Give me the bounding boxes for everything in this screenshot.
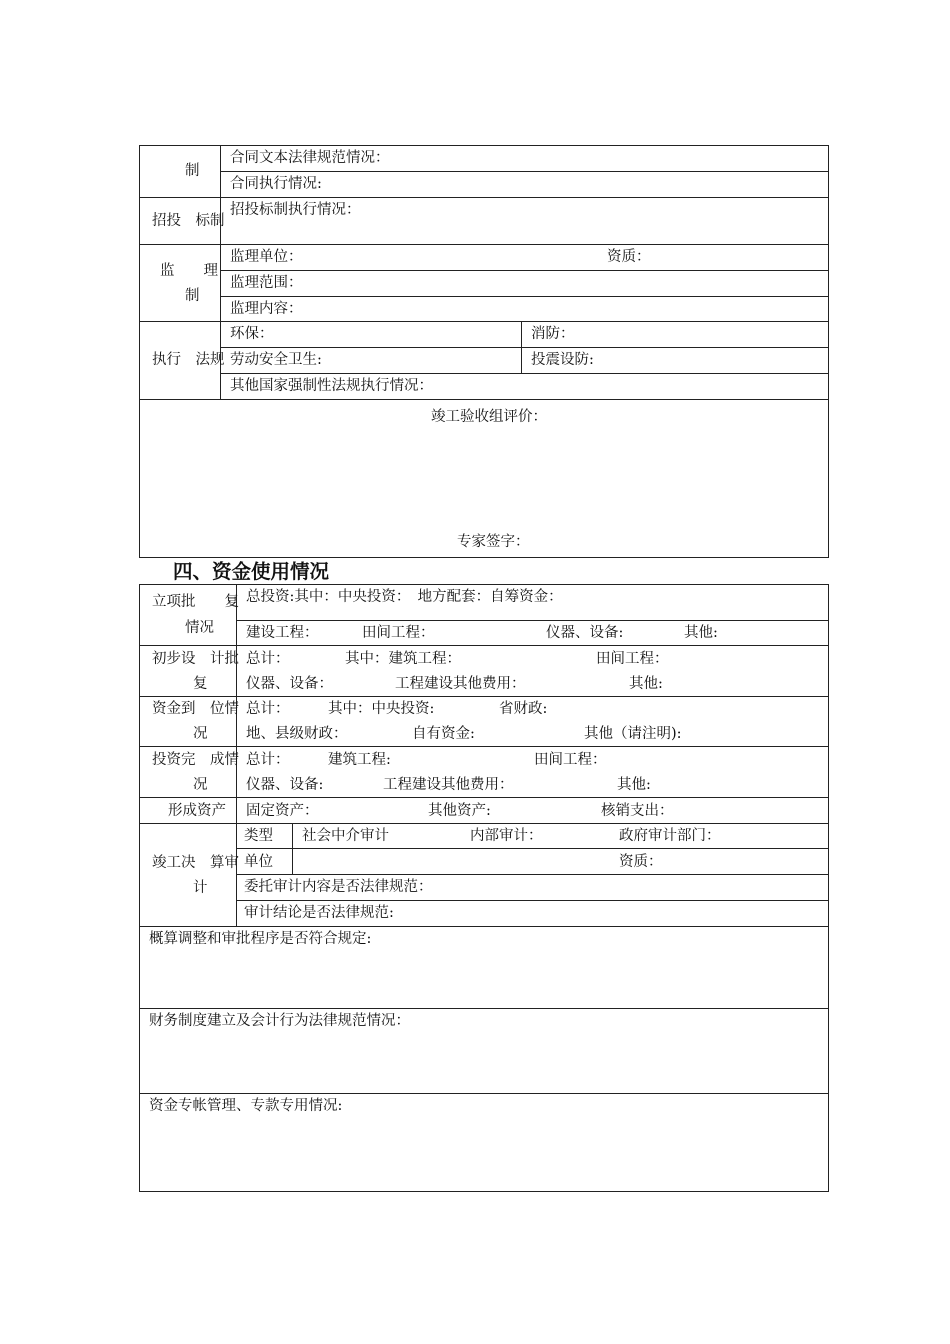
table2-subrow-divider (236, 620, 829, 621)
section-heading: 四、资金使用情况 (173, 560, 330, 583)
supervision-unit-field: 监理单位： (230, 249, 303, 265)
table1-row-divider (139, 399, 829, 400)
contract-text-field: 合同文本法律规范情况： (230, 150, 390, 166)
assets-formed-label: 形成资产 (168, 803, 226, 819)
seismic-field: 投震设防: (531, 352, 594, 368)
bidding-system-label: 招投 标制 (152, 213, 225, 229)
other-assets-field: 其他资产: (428, 803, 491, 819)
audit-unit-label: 单位 (244, 854, 273, 870)
finance-system-field: 财务制度建立及会计行为法律规范情况： (149, 1013, 410, 1029)
table2-subrow-divider (236, 874, 829, 875)
law-execution-label: 执行 法规 (152, 352, 225, 368)
other-field: 其他: (684, 625, 718, 641)
table1-subrow-divider (220, 171, 829, 172)
arrival-other-field: 其他（请注明): (584, 726, 682, 742)
design-building-field: 其中：建筑工程： (345, 651, 461, 667)
table1-subrow-divider (220, 270, 829, 271)
table2-row-divider (139, 696, 829, 697)
investment-completion-label: 投资完 成情 (152, 752, 239, 768)
project-approval-label-2: 情况 (185, 620, 214, 636)
environment-field: 环保： (230, 326, 274, 342)
supervision-content-field: 监理内容： (230, 301, 303, 317)
table2-row-divider (139, 645, 829, 646)
supervision-system-label: 监 理 (160, 263, 218, 279)
completion-other-costs-field: 工程建设其他费用： (383, 777, 514, 793)
preliminary-design-label-2: 复 (193, 676, 208, 692)
fire-protection-field: 消防： (531, 326, 575, 342)
contract-system-label: 制 (185, 163, 200, 179)
table1-row-divider (139, 321, 829, 322)
table2-row-divider (139, 1093, 829, 1094)
table2-subrow-divider (236, 900, 829, 901)
supervision-system-label-2: 制 (185, 288, 200, 304)
funds-arrival-label-2: 况 (193, 726, 208, 742)
final-audit-label: 竣工决 算审 (152, 855, 239, 871)
table2-row-divider (139, 926, 829, 927)
audit-type-label: 类型 (244, 828, 273, 844)
table1-subrow-divider (220, 296, 829, 297)
completion-total-field: 总计： (246, 752, 290, 768)
construction-field: 建设工程： (246, 625, 319, 641)
completion-other-field: 其他: (617, 777, 651, 793)
intermediary-audit-field: 社会中介审计 (302, 828, 389, 844)
bidding-exec-field: 招投标制执行情况： (230, 202, 361, 218)
other-regulations-field: 其他国家强制性法规执行情况： (230, 378, 433, 394)
design-other-costs-field: 工程建设其他费用： (395, 676, 526, 692)
contract-exec-field: 合同执行情况: (230, 176, 322, 192)
project-approval-label: 立项批 复 (152, 594, 239, 610)
supervision-scope-field: 监理范围： (230, 275, 303, 291)
preliminary-design-label: 初步设 计批 (152, 651, 239, 667)
budget-adjustment-field: 概算调整和审批程序是否符合规定: (149, 931, 372, 947)
audit-commission-field: 委托审计内容是否法律规范： (244, 879, 433, 895)
final-audit-label-2: 计 (193, 880, 208, 896)
arrival-local-field: 地、县级财政： (246, 726, 348, 742)
dedicated-fund-field: 资金专帐管理、专款专用情况: (149, 1098, 343, 1114)
arrival-own-field: 自有资金: (412, 726, 475, 742)
completion-building-field: 建筑工程: (328, 752, 391, 768)
arrival-total-field: 总计： (246, 701, 290, 717)
table1-row-divider (139, 197, 829, 198)
table1-subrow-divider (220, 347, 829, 348)
table2-row-divider (139, 746, 829, 747)
arrival-province-field: 省财政: (499, 701, 548, 717)
supervision-qualification-field: 资质： (607, 249, 651, 265)
expert-signature-label: 专家签字： (457, 534, 530, 550)
audit-qualification-field: 资质： (619, 854, 663, 870)
table2-row-divider (139, 797, 829, 798)
design-equipment-field: 仪器、设备： (246, 676, 333, 692)
government-audit-field: 政府审计部门： (619, 828, 721, 844)
completion-equipment-field: 仪器、设备: (246, 777, 324, 793)
total-investment-field: 总投资:其中：中央投资： 地方配套：自筹资金： (246, 589, 563, 605)
funds-arrival-label: 资金到 位情 (152, 701, 239, 717)
internal-audit-field: 内部审计： (470, 828, 543, 844)
acceptance-evaluation-label: 竣工验收组评价： (431, 409, 547, 425)
audit-conclusion-field: 审计结论是否法律规范: (244, 905, 394, 921)
equipment-field: 仪器、设备: (546, 625, 624, 641)
table1-subrow-divider (220, 373, 829, 374)
design-other-field: 其他: (629, 676, 663, 692)
table2-row-divider (139, 1008, 829, 1009)
table2-row-divider (139, 823, 829, 824)
fixed-assets-field: 固定资产： (246, 803, 319, 819)
investment-completion-label-2: 况 (193, 777, 208, 793)
write-off-field: 核销支出： (601, 803, 674, 819)
field-works-field: 田间工程： (362, 625, 435, 641)
arrival-central-field: 其中：中央投资: (328, 701, 435, 717)
table2-subrow-divider (236, 848, 829, 849)
design-total-field: 总计： (246, 651, 290, 667)
table1-inner-divider (521, 321, 522, 373)
completion-field-works-field: 田间工程： (534, 752, 607, 768)
table1-row-divider (139, 244, 829, 245)
table2-inner-divider (292, 823, 293, 874)
design-field-works-field: 田间工程： (596, 651, 669, 667)
labor-safety-field: 劳动安全卫生: (230, 352, 322, 368)
